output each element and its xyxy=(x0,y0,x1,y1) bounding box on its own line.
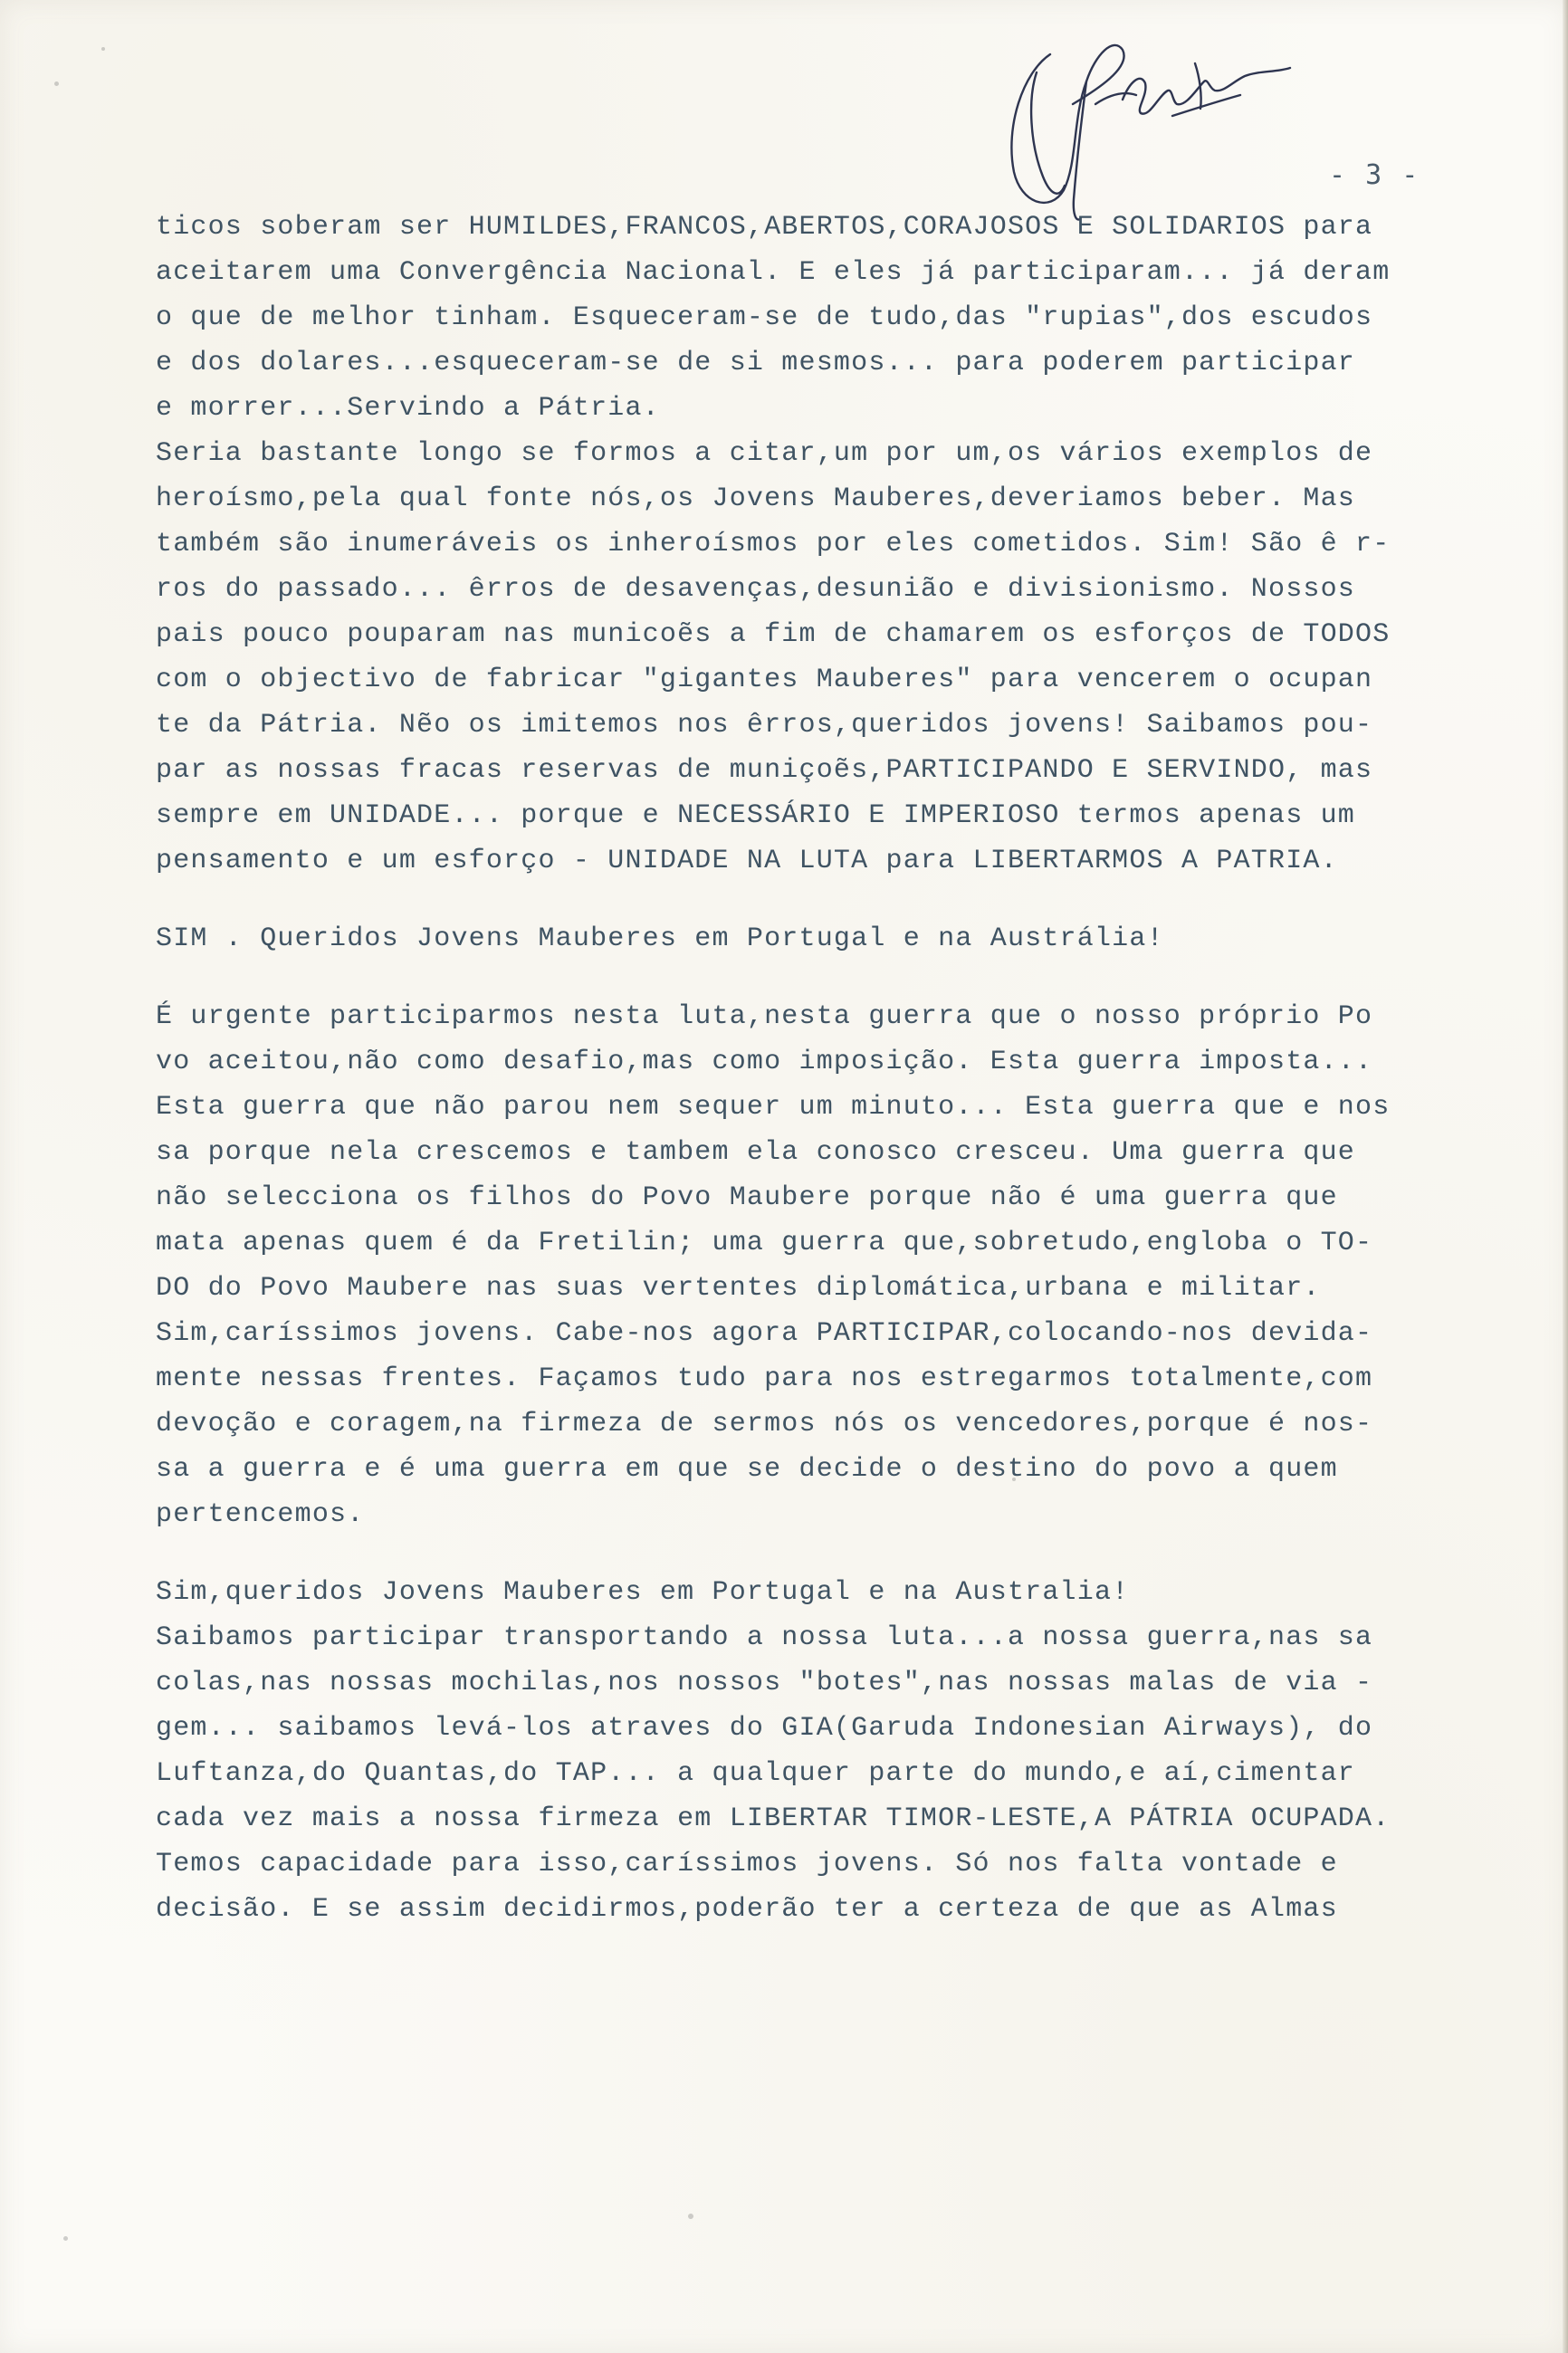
paper-speck xyxy=(63,2236,68,2241)
text-line: colas,nas nossas mochilas,nos nossos "botes",nas nossas malas de via - xyxy=(156,1668,1373,1698)
text-line: sempre em UNIDADE... porque e NECESSÁRIO E IMPERIOSO termos apenas um xyxy=(156,800,1356,831)
paper-speck xyxy=(688,2214,693,2219)
text-line: ticos soberam ser HUMILDES,FRANCOS,ABERTOS,CORAJOSOS E SOLIDARIOS para xyxy=(156,212,1373,243)
paragraph-3 xyxy=(156,994,1441,1537)
text-line: não selecciona os filhos do Povo Maubere porque não é uma guerra que xyxy=(156,1182,1338,1213)
text-line: sa a guerra e é uma guerra em que se decide o destino do povo a quem xyxy=(156,1454,1338,1485)
text-line: Seria bastante longo se formos a citar,um por um,os vários exemplos de xyxy=(156,438,1373,469)
text-line: Sim,caríssimos jovens. Cabe-nos agora PARTICIPAR,colocando-nos devida- xyxy=(156,1318,1373,1349)
text-line: devoção e coragem,na firmeza de sermos nós os vencedores,porque é nos- xyxy=(156,1409,1373,1440)
paper-speck xyxy=(101,47,105,51)
text-line: decisão. E se assim decidirmos,poderão ter a certeza de que as Almas xyxy=(156,1894,1338,1925)
paragraph-1 xyxy=(156,205,1441,884)
paragraph-4 xyxy=(156,1570,1441,1932)
paragraph-gap xyxy=(156,884,1441,916)
handwritten-signature xyxy=(987,18,1313,226)
text-line: Temos capacidade para isso,caríssimos jovens. Só nos falta vontade e xyxy=(156,1849,1338,1880)
text-line: Esta guerra que não parou nem sequer um minuto... Esta guerra que e nos xyxy=(156,1092,1391,1123)
paragraph-2 xyxy=(156,916,1441,961)
text-line: mata apenas quem é da Fretilin; uma guerra que,sobretudo,engloba o TO- xyxy=(156,1228,1373,1258)
text-line: também são inumeráveis os inheroísmos por eles cometidos. Sim! São ê r- xyxy=(156,529,1391,560)
text-line: e morrer...Servindo a Pátria. xyxy=(156,393,660,424)
document-body xyxy=(156,205,1441,1932)
paragraph-gap xyxy=(156,1537,1441,1570)
text-line: com o objectivo de fabricar "gigantes Mauberes" para vencerem o ocupan xyxy=(156,665,1373,695)
text-line: pertencemos. xyxy=(156,1499,365,1530)
text-line: par as nossas fracas reservas de muniçoẽs,PARTICIPANDO E SERVINDO, mas xyxy=(156,755,1373,786)
text-line: mente nessas frentes. Façamos tudo para nos estregarmos totalmente,com xyxy=(156,1363,1373,1394)
text-line: heroísmo,pela qual fonte nós,os Jovens Mauberes,deveriamos beber. Mas xyxy=(156,483,1356,514)
text-line: cada vez mais a nossa firmeza em LIBERTAR TIMOR-LESTE,A PÁTRIA OCUPADA. xyxy=(156,1803,1391,1834)
text-line: aceitarem uma Convergência Nacional. E eles já participaram... já deram xyxy=(156,257,1391,288)
paragraph-gap xyxy=(156,961,1441,994)
page-number: - 3 - xyxy=(1329,159,1420,191)
text-line: Saibamos participar transportando a nossa luta...a nossa guerra,nas sa xyxy=(156,1622,1373,1653)
text-line: pensamento e um esforço - UNIDADE NA LUTA para LIBERTARMOS A PATRIA. xyxy=(156,846,1338,876)
paper-speck xyxy=(1012,1478,1016,1481)
text-line: e dos dolares...esqueceram-se de si mesmos... para poderem participar xyxy=(156,348,1356,378)
text-line: vo aceitou,não como desafio,mas como imposição. Esta guerra imposta... xyxy=(156,1047,1373,1077)
text-line: DO do Povo Maubere nas suas vertentes diplomática,urbana e militar. xyxy=(156,1273,1321,1304)
text-line: te da Pátria. Nẽo os imitemos nos êrros,queridos jovens! Saibamos pou- xyxy=(156,710,1373,741)
paper-edge xyxy=(1563,0,1568,2353)
text-line: Sim,queridos Jovens Mauberes em Portugal e na Australia! xyxy=(156,1577,1130,1608)
text-line: o que de melhor tinham. Esqueceram-se de tudo,das "rupias",dos escudos xyxy=(156,302,1373,333)
text-line: SIM . Queridos Jovens Mauberes em Portugal e na Austrália! xyxy=(156,923,1164,954)
text-line: pais pouco pouparam nas municoẽs a fim de chamarem os esforços de TODOS xyxy=(156,619,1391,650)
text-line: gem... saibamos levá-los atraves do GIA(Garuda Indonesian Airways), do xyxy=(156,1713,1373,1744)
text-line: Luftanza,do Quantas,do TAP... a qualquer parte do mundo,e aí,cimentar xyxy=(156,1758,1356,1789)
text-line: É urgente participarmos nesta luta,nesta guerra que o nosso próprio Po xyxy=(156,1001,1373,1032)
text-line: ros do passado... êrros de desavenças,desunião e divisionismo. Nossos xyxy=(156,574,1356,605)
text-line: sa porque nela crescemos e tambem ela conosco cresceu. Uma guerra que xyxy=(156,1137,1356,1168)
paper-speck xyxy=(54,81,59,86)
